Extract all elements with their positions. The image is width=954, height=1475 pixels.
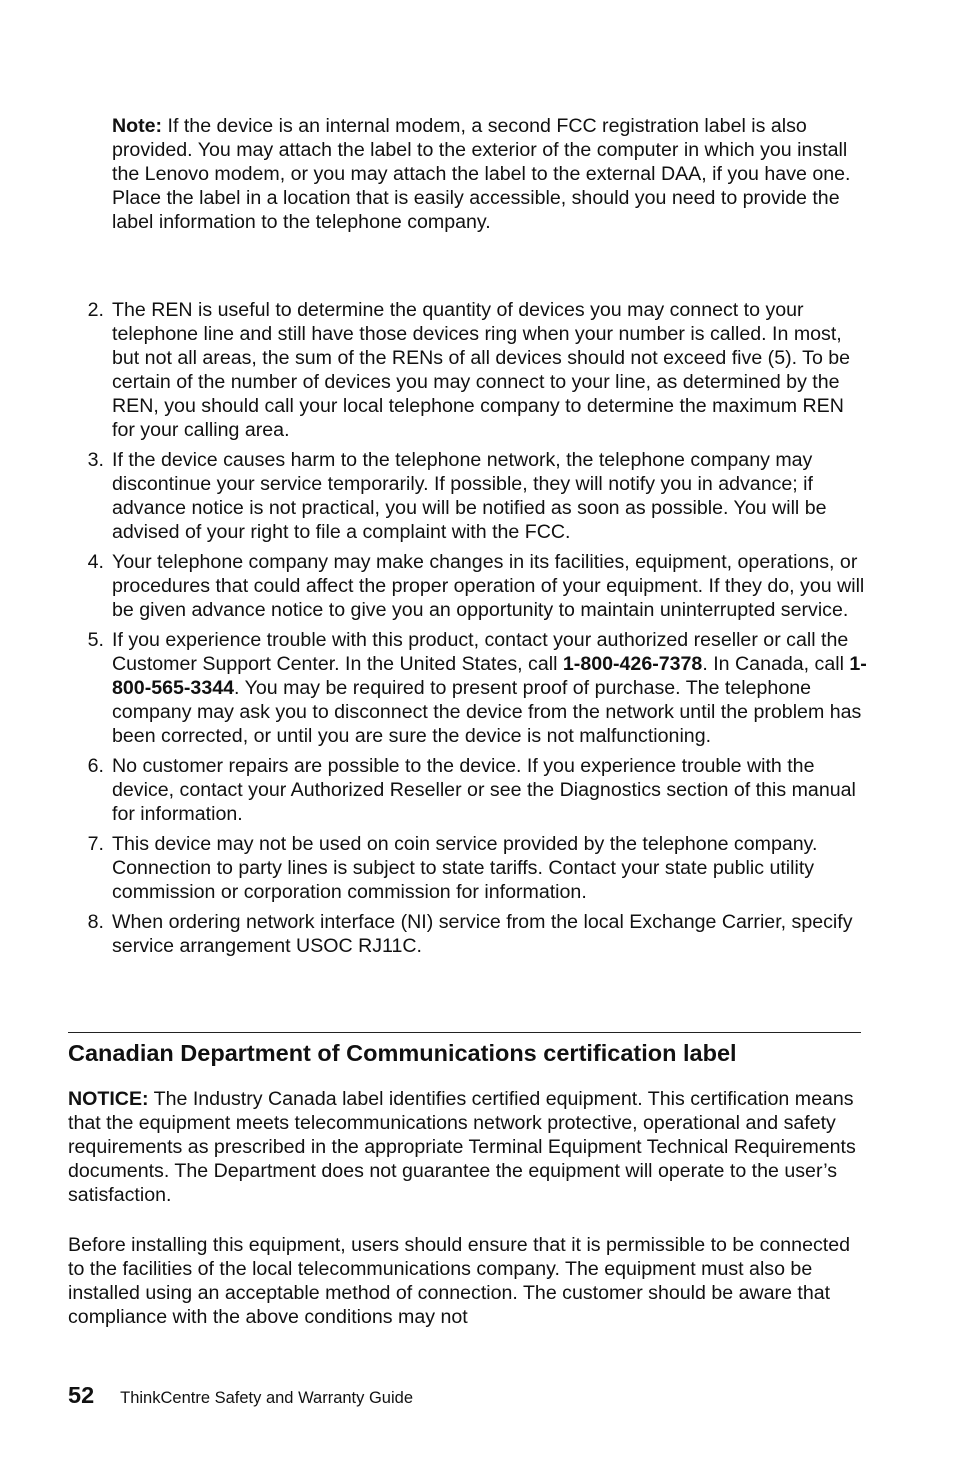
list-item-text-part: . In Canada, call [702, 653, 850, 675]
section-divider [68, 1032, 861, 1033]
list-item-text: No customer repairs are possible to the device. If you experience trouble with the device, contact your Authorized Reseller or see the Diagnostics section of this manual for information. [112, 755, 856, 825]
installation-paragraph: Before installing this equipment, users should ensure that it is permissible to be connected to the facilities of the local telecommunications company. The equipment must also be installed using an acceptable method of connection. The customer should be aware that compliance with the above conditions may not [68, 1234, 851, 1328]
document-title: ThinkCentre Safety and Warranty Guide [120, 1389, 413, 1407]
list-item-number: 3. [87, 449, 104, 471]
notice-text: The Industry Canada label identifies certified equipment. This certification means that the equipment meets telecommunications network protective, operational and safety requirements as prescribed in the appropriate Terminal Equipment Technical Requirements documents. The Department does not guarantee the equipment will operate to the user’s satisfaction. [68, 1088, 856, 1206]
list-item-number: 8. [87, 911, 104, 933]
list-item-text: If the device causes harm to the telephone network, the telephone company may discontinue your service temporarily. If possible, they will notify you in advance; if advance notice is not practical, you will be notified as soon as possible. You will be advised of your right to file a complaint with the FCC. [112, 449, 827, 543]
list-item-text-part: If you experience trouble with this product, contact your authorized reseller or call the Customer Support Center. In the United States, call [112, 629, 849, 675]
list-item-text-part: . You may be required to present proof of purchase. The telephone company may ask you to disconnect the device from the network until the problem has been corrected, or until you are sure the device is not malfunctioning. [112, 677, 862, 747]
list-item [70, 628, 870, 748]
list-item-number: 5. [87, 629, 104, 651]
numbered-list [70, 298, 870, 964]
us-phone-number: 1-800-426-7378 [562, 653, 703, 675]
list-item [70, 910, 870, 958]
notice-label: NOTICE: [68, 1088, 149, 1110]
note-label: Note: [112, 115, 163, 137]
list-item [70, 448, 870, 544]
list-item-text: The REN is useful to determine the quantity of devices you may connect to your telephone line and still have those devices ring when your number is called. In most, but not all areas, the sum of the RENs of all devices should not exceed five (5). To be certain of the number of devices you may connect to your line, as determined by the REN, you should call your local telephone company to determine the maximum REN for your calling area. [112, 299, 851, 441]
list-item-number: 2. [87, 299, 104, 321]
list-item-text [112, 628, 870, 748]
note-text: If the device is an internal modem, a second FCC registration label is also provided. You may attach the label to the exterior of the computer in which you install the Lenovo modem, or you may attach the label to the external DAA, if you have one. Place the label in a location that is easily accessible, should you need to provide the label information to the telephone company. [112, 115, 851, 233]
list-item [70, 550, 870, 622]
canada-phone-number: 1-800-565-3344 [112, 653, 867, 699]
notice-paragraph [68, 1087, 861, 1207]
list-item-number: 4. [87, 551, 104, 573]
list-item-text: When ordering network interface (NI) service from the local Exchange Carrier, specify service arrangement USOC RJ11C. [112, 911, 853, 957]
section-heading: Canadian Department of Communications certification label [68, 1040, 737, 1066]
list-item [70, 754, 870, 826]
page-number: 52 [68, 1382, 95, 1408]
list-item [70, 832, 870, 904]
list-item-text: Your telephone company may make changes in its facilities, equipment, operations, or procedures that could affect the proper operation of your equipment. If they do, you will be given advance notice to give you an opportunity to maintain uninterrupted service. [112, 551, 865, 621]
list-item-number: 6. [87, 755, 104, 777]
list-item-text: This device may not be used on coin service provided by the telephone company. Connection to party lines is subject to state tariffs. Contact your state public utility commission or corporation commission for information. [112, 833, 818, 903]
note-paragraph [112, 114, 864, 234]
page-footer [68, 1382, 413, 1409]
list-item-number: 7. [87, 833, 104, 855]
list-item [70, 298, 870, 442]
